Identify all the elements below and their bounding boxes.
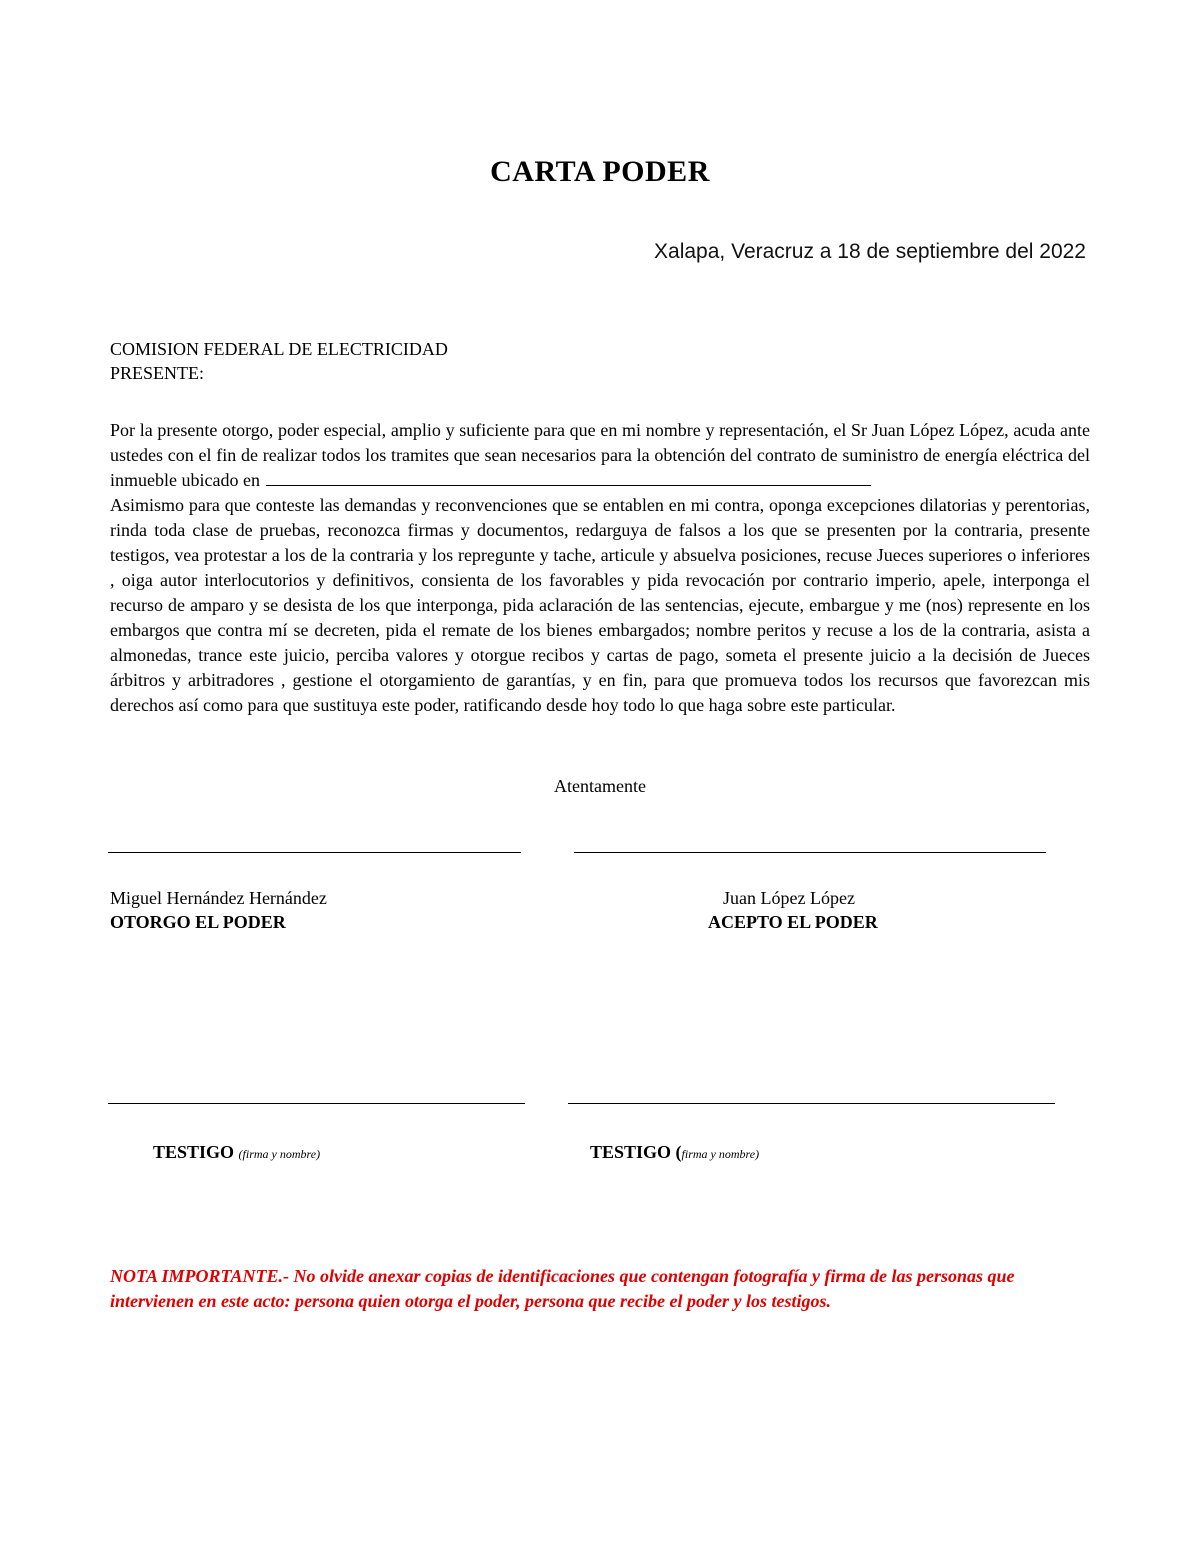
witness-right-title: TESTIGO ( bbox=[590, 1142, 682, 1162]
witness-left-title: TESTIGO bbox=[153, 1142, 235, 1162]
document-title: CARTA PODER bbox=[490, 155, 710, 188]
body-paragraph-1-text: Por la presente otorgo, poder especial, amplio y suficiente para que en mi nombre y representación, el Sr Juan López López, acuda ante ustedes con el fin de realizar todos los tramites que sean necesarios para la obtención del contrato de suministro de energía eléctrica del inmueble ubicado en bbox=[110, 420, 1090, 490]
letter-body bbox=[110, 418, 1090, 718]
body-paragraph-1 bbox=[110, 418, 1090, 493]
important-note: NOTA IMPORTANTE.- No olvide anexar copias de identificaciones que contengan fotografía y firma de las personas que intervienen en este acto: persona quien otorga el poder, persona que recibe el poder y los testigos. bbox=[110, 1266, 1015, 1311]
recipient-block bbox=[110, 337, 448, 385]
recipient-name: COMISION FEDERAL DE ELECTRICIDAD bbox=[110, 339, 448, 359]
witness-left-label bbox=[153, 1142, 320, 1163]
closing-text: Atentamente bbox=[554, 776, 646, 796]
attorney-signature-line bbox=[574, 852, 1046, 853]
body-paragraph-2: Asimismo para que conteste las demandas y reconvenciones que se entablen en mi contra, oponga excepciones dilatorias y perentorias, rinda toda clase de pruebas, reconozca firmas y documentos, redarguya de falsos a los que se presenten por la contraria, presente testigos, vea protestar a los de la contraria y los repregunte y tache, articule y absuelva posiciones, recuse Jueces superiores o inferiores , oiga autor interlocutorios y definitivos, consienta de los favorables y pida revocación por contrario imperio, apele, interponga el recurso de amparo y se desista de los que interponga, pida aclaración de las sentencias, ejecute, embargue y me (nos) represente en los embargos que contra mí se decreten, pida el remate de los bienes embargados; nombre peritos y recuse a los de la contraria, asista a almonedas, trance este juicio, perciba valores y otorgue recibos y cartas de pago, someta el presente juicio a la decisión de Jueces árbitros y arbitradores , gestione el otorgamiento de garantías, y en fin, para que promueva todos los recursos que favorezcan mis derechos así como para que sustituya este poder, ratificando desde hoy todo lo que haga sobre este particular. bbox=[110, 495, 1090, 715]
grantor-role: OTORGO EL PODER bbox=[110, 912, 286, 932]
witness-right-label bbox=[590, 1142, 759, 1163]
witness-left-note: (firma y nombre) bbox=[238, 1147, 321, 1161]
witness-right-note: firma y nombre) bbox=[681, 1147, 760, 1161]
witness-left-signature-line bbox=[108, 1103, 525, 1104]
grantor-name: Miguel Hernández Hernández bbox=[110, 888, 327, 908]
attorney-name: Juan López López bbox=[723, 888, 855, 908]
attorney-role: ACEPTO EL PODER bbox=[708, 912, 878, 932]
grantor-signature-line bbox=[108, 852, 521, 853]
place-and-date: Xalapa, Veracruz a 18 de septiembre del 2022 bbox=[654, 240, 1086, 263]
recipient-salutation: PRESENTE: bbox=[110, 363, 205, 383]
address-fill-line bbox=[266, 469, 871, 486]
witness-right-signature-line bbox=[568, 1103, 1055, 1104]
